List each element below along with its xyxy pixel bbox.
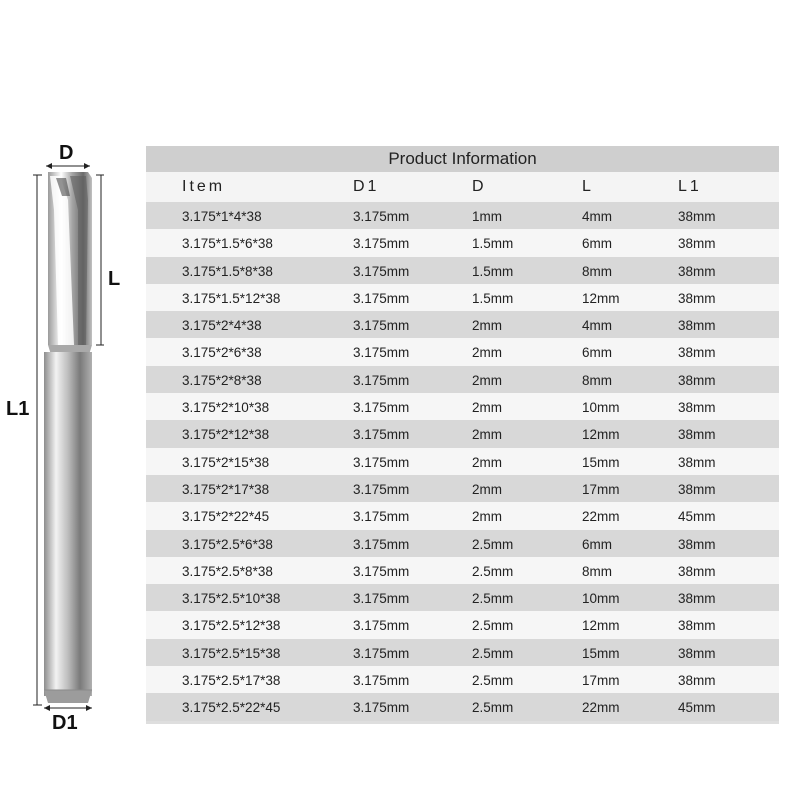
cell-l: 22mm (582, 509, 620, 525)
cell-d1: 3.175mm (353, 290, 410, 306)
cell-l: 17mm (582, 673, 620, 689)
end-mill-diagram (0, 0, 140, 800)
cell-l1: 38mm (678, 645, 716, 661)
cell-item: 3.175*2*15*38 (182, 454, 270, 470)
table-row (146, 202, 779, 229)
cell-d1: 3.175mm (353, 591, 410, 607)
cell-d1: 3.175mm (353, 345, 410, 361)
cell-d: 2.5mm (472, 618, 514, 634)
cell-item: 3.175*2.5*15*38 (182, 645, 281, 661)
table-header-row (146, 172, 779, 202)
cell-l: 6mm (582, 536, 612, 552)
cell-l: 6mm (582, 236, 612, 252)
header-d: D (472, 178, 487, 195)
cell-d: 2.5mm (472, 563, 514, 579)
cell-item: 3.175*2*10*38 (182, 400, 270, 416)
cell-d1: 3.175mm (353, 645, 410, 661)
cell-item: 3.175*2*4*38 (182, 318, 262, 334)
cell-l: 12mm (582, 290, 620, 306)
cell-item: 3.175*2*8*38 (182, 372, 262, 388)
table-body (146, 202, 779, 721)
table-row (146, 284, 779, 311)
product-information-table (146, 146, 779, 724)
cell-item: 3.175*2*6*38 (182, 345, 262, 361)
cell-d1: 3.175mm (353, 481, 410, 497)
cell-d: 1mm (472, 209, 502, 224)
table-row (146, 693, 779, 720)
cell-l1: 45mm (678, 700, 716, 716)
table-row (146, 311, 779, 338)
cell-l1: 38mm (678, 618, 716, 634)
cell-l: 4mm (582, 318, 612, 334)
cell-d1: 3.175mm (353, 673, 410, 689)
cell-d: 2.5mm (472, 645, 514, 661)
cell-l1: 38mm (678, 290, 716, 306)
cell-d1: 3.175mm (353, 400, 410, 416)
table-row (146, 229, 779, 256)
cell-l: 12mm (582, 427, 620, 443)
cell-d: 1.5mm (472, 236, 514, 252)
cell-l1: 38mm (678, 209, 716, 224)
table-row (146, 420, 779, 447)
cell-l1: 38mm (678, 427, 716, 443)
cell-l1: 38mm (678, 400, 716, 416)
cell-d1: 3.175mm (353, 700, 410, 716)
cell-l1: 38mm (678, 563, 716, 579)
cell-l: 8mm (582, 563, 612, 579)
cell-d1: 3.175mm (353, 318, 410, 334)
cell-item: 3.175*2.5*6*38 (182, 536, 273, 552)
cell-l1: 38mm (678, 345, 716, 361)
cell-d: 2mm (472, 400, 502, 416)
cell-d: 2mm (472, 427, 502, 443)
cell-item: 3.175*1.5*12*38 (182, 290, 281, 306)
header-l1: L1 (678, 178, 702, 195)
cell-l1: 38mm (678, 236, 716, 252)
cell-l: 10mm (582, 591, 620, 607)
cell-item: 3.175*1.5*6*38 (182, 236, 273, 252)
dimension-label-l1: L1 (6, 398, 30, 420)
dimension-label-d: D (59, 142, 74, 164)
table-row (146, 475, 779, 502)
table-row (146, 502, 779, 529)
cell-l: 4mm (582, 209, 612, 224)
header-l: L (582, 178, 594, 195)
cell-l1: 38mm (678, 481, 716, 497)
table-row (146, 257, 779, 284)
cell-item: 3.175*1*4*38 (182, 209, 262, 224)
cell-d: 2mm (472, 509, 502, 525)
table-row (146, 557, 779, 584)
cell-l1: 38mm (678, 318, 716, 334)
cell-l: 10mm (582, 400, 620, 416)
cell-l: 12mm (582, 618, 620, 634)
cell-d1: 3.175mm (353, 509, 410, 525)
cell-d1: 3.175mm (353, 236, 410, 252)
header-d1: D1 (353, 178, 380, 195)
cell-l1: 38mm (678, 263, 716, 279)
cell-item: 3.175*2*22*45 (182, 509, 270, 525)
cell-d: 2mm (472, 372, 502, 388)
table-row (146, 338, 779, 365)
cell-l: 8mm (582, 372, 612, 388)
cell-d: 2.5mm (472, 591, 514, 607)
cell-d: 2mm (472, 345, 502, 361)
table-row (146, 584, 779, 611)
dimension-label-l: L (108, 268, 121, 290)
cell-l1: 38mm (678, 591, 716, 607)
cell-l: 22mm (582, 700, 620, 716)
cell-d: 2mm (472, 318, 502, 334)
cell-l: 6mm (582, 345, 612, 361)
cell-d: 2.5mm (472, 673, 514, 689)
table-row (146, 393, 779, 420)
cell-l1: 45mm (678, 509, 716, 525)
cell-l1: 38mm (678, 536, 716, 552)
cell-d1: 3.175mm (353, 536, 410, 552)
cell-d1: 3.175mm (353, 618, 410, 634)
cell-l: 15mm (582, 645, 620, 661)
table-row (146, 448, 779, 475)
cell-d1: 3.175mm (353, 563, 410, 579)
cell-l1: 38mm (678, 454, 716, 470)
table-title: Product Information (146, 146, 779, 172)
cell-l: 8mm (582, 263, 612, 279)
cell-item: 3.175*2.5*17*38 (182, 673, 281, 689)
cell-item: 3.175*2*17*38 (182, 481, 270, 497)
cell-d: 2.5mm (472, 700, 514, 716)
cell-item: 3.175*2*12*38 (182, 427, 270, 443)
cell-item: 3.175*1.5*8*38 (182, 263, 273, 279)
cell-d: 2mm (472, 481, 502, 497)
cell-item: 3.175*2.5*10*38 (182, 591, 281, 607)
cell-l1: 38mm (678, 673, 716, 689)
cell-item: 3.175*2.5*12*38 (182, 618, 281, 634)
cell-item: 3.175*2.5*8*38 (182, 563, 273, 579)
cell-d: 1.5mm (472, 290, 514, 306)
table-row (146, 611, 779, 638)
table-row (146, 639, 779, 666)
cell-d: 1.5mm (472, 263, 514, 279)
cell-d1: 3.175mm (353, 427, 410, 443)
table-row (146, 666, 779, 693)
cell-l: 15mm (582, 454, 620, 470)
cell-d1: 3.175mm (353, 454, 410, 470)
table-row (146, 366, 779, 393)
cell-d: 2mm (472, 454, 502, 470)
cell-d1: 3.175mm (353, 372, 410, 388)
cell-l1: 38mm (678, 372, 716, 388)
cell-l: 17mm (582, 481, 620, 497)
cell-d: 2.5mm (472, 536, 514, 552)
table-row (146, 530, 779, 557)
cell-d1: 3.175mm (353, 263, 410, 279)
cell-item: 3.175*2.5*22*45 (182, 700, 281, 716)
cell-d1: 3.175mm (353, 209, 410, 224)
header-item: Item (182, 178, 226, 195)
dimension-label-d1: D1 (52, 712, 78, 734)
